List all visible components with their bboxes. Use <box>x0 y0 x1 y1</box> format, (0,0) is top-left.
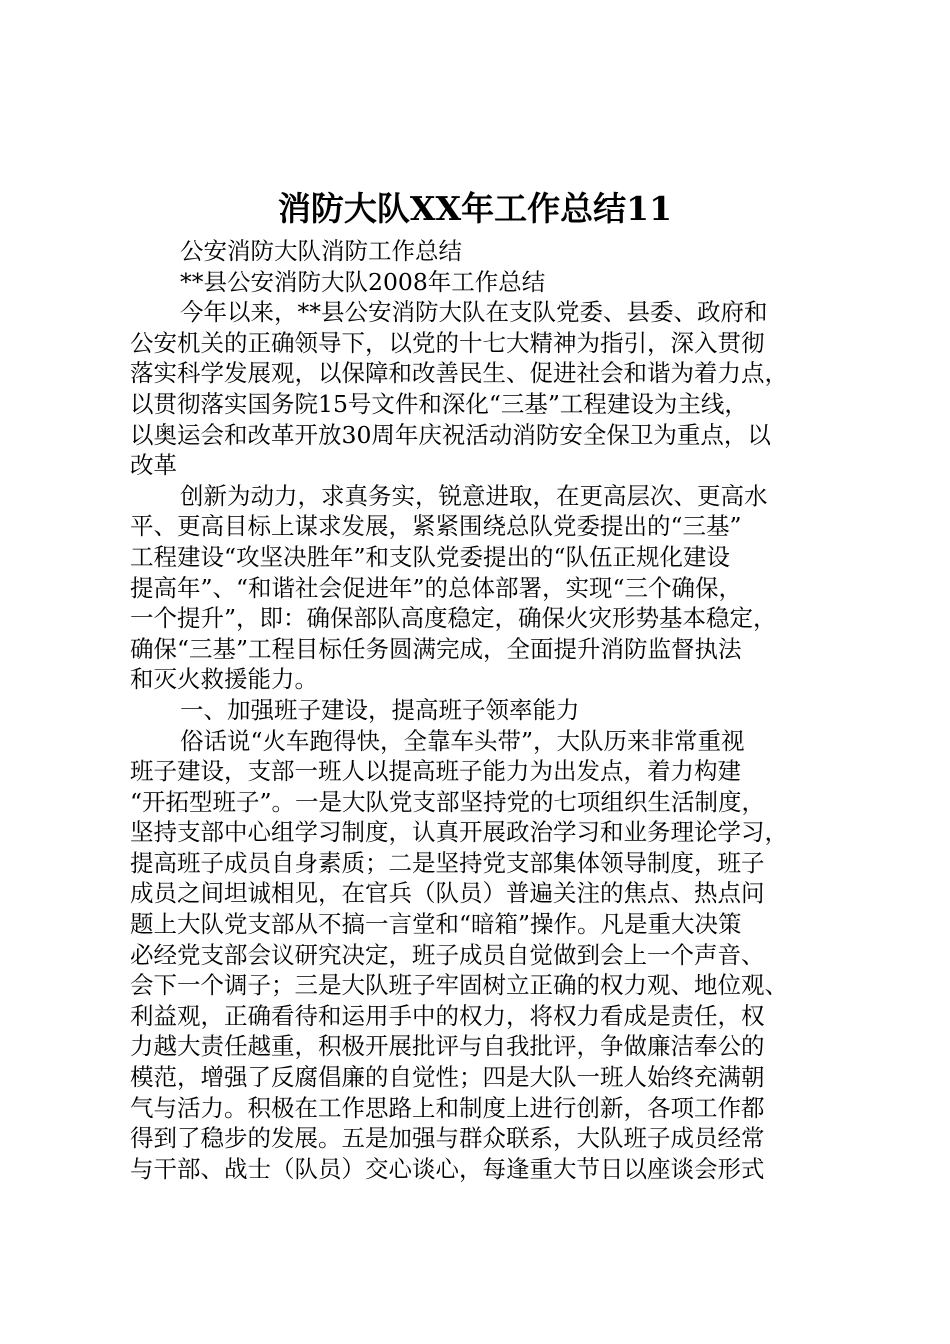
document-title: 消防大队XX年工作总结11 <box>277 189 673 228</box>
body-line: 气与活力。积极在工作思路上和制度上进行创新，各项工作都 <box>130 1093 765 1122</box>
body-line: 今年以来，**县公安消防大队在支队党委、县委、政府和 <box>180 298 768 327</box>
body-line: 公安机关的正确领导下，以党的十七大精神为指引，深入贯彻 <box>130 328 765 357</box>
body-line: 确保“三基”工程目标任务圆满完成，全面提升消防监督执法 <box>130 634 742 663</box>
body-line: 利益观，正确看待和运用手中的权力，将权力看成是责任，权 <box>130 1001 765 1030</box>
body-line: 以贯彻落实国务院15号文件和深化“三基”工程建设为主线， <box>130 389 748 418</box>
body-line: 工程建设“攻坚决胜年”和支队党委提出的“队伍正规化建设 <box>130 542 731 571</box>
body-line: 俗话说“火车跑得快，全靠车头带”，大队历来非常重视 <box>180 726 745 755</box>
body-line: 提高年”、“和谐社会促进年”的总体部署，实现“三个确保， <box>130 573 743 602</box>
body-line: **县公安消防大队2008年工作总结 <box>180 267 546 296</box>
body-line: 班子建设，支部一班人以提高班子能力为出发点，着力构建 <box>130 757 741 786</box>
body-line: 一、加强班子建设，提高班子领率能力 <box>180 695 580 724</box>
body-line: 题上大队党支部从不搞一言堂和“暗箱”操作。凡是重大决策 <box>130 910 742 939</box>
body-line: 必经党支部会议研究决定，班子成员自觉做到会上一个声音、 <box>130 940 765 969</box>
body-line: 模范，增强了反腐倡廉的自觉性；四是大队一班人始终充满朝 <box>130 1063 765 1092</box>
body-line: 成员之间坦诚相见，在官兵（队员）普遍关注的焦点、热点问 <box>130 879 765 908</box>
body-line: 平、更高目标上谋求发展，紧紧围绕总队党委提出的“三基” <box>130 512 742 541</box>
body-line: 一个提升”，即：确保部队高度稳定，确保火灾形势基本稳定， <box>130 604 777 633</box>
body-line: 坚持支部中心组学习制度，认真开展政治学习和业务理论学习， <box>130 818 788 847</box>
body-line: 公安消防大队消防工作总结 <box>180 237 462 265</box>
body-line: 以奥运会和改革开放30周年庆祝活动消防安全保卫为重点，以 <box>130 420 771 449</box>
body-line: 力越大责任越重，积极开展批评与自我批评，争做廉洁奉公的 <box>130 1032 765 1061</box>
body-line: “开拓型班子”。一是大队党支部坚持党的七项组织生活制度， <box>130 787 766 816</box>
document-body <box>130 236 830 1184</box>
body-line: 得到了稳步的发展。五是加强与群众联系，大队班子成员经常 <box>130 1124 765 1153</box>
body-line: 提高班子成员自身素质；二是坚持党支部集体领导制度，班子 <box>130 848 765 877</box>
body-line: 改革 <box>130 451 177 480</box>
body-line: 会下一个调子；三是大队班子牢固树立正确的权力观、地位观、 <box>130 971 788 1000</box>
body-line: 和灭火救援能力。 <box>130 665 318 694</box>
body-line: 与干部、战士（队员）交心谈心，每逢重大节日以座谈会形式 <box>130 1154 765 1183</box>
body-line: 创新为动力，求真务实，锐意进取，在更高层次、更高水 <box>180 481 768 510</box>
body-line: 落实科学发展观，以保障和改善民生、促进社会和谐为着力点， <box>130 359 788 388</box>
